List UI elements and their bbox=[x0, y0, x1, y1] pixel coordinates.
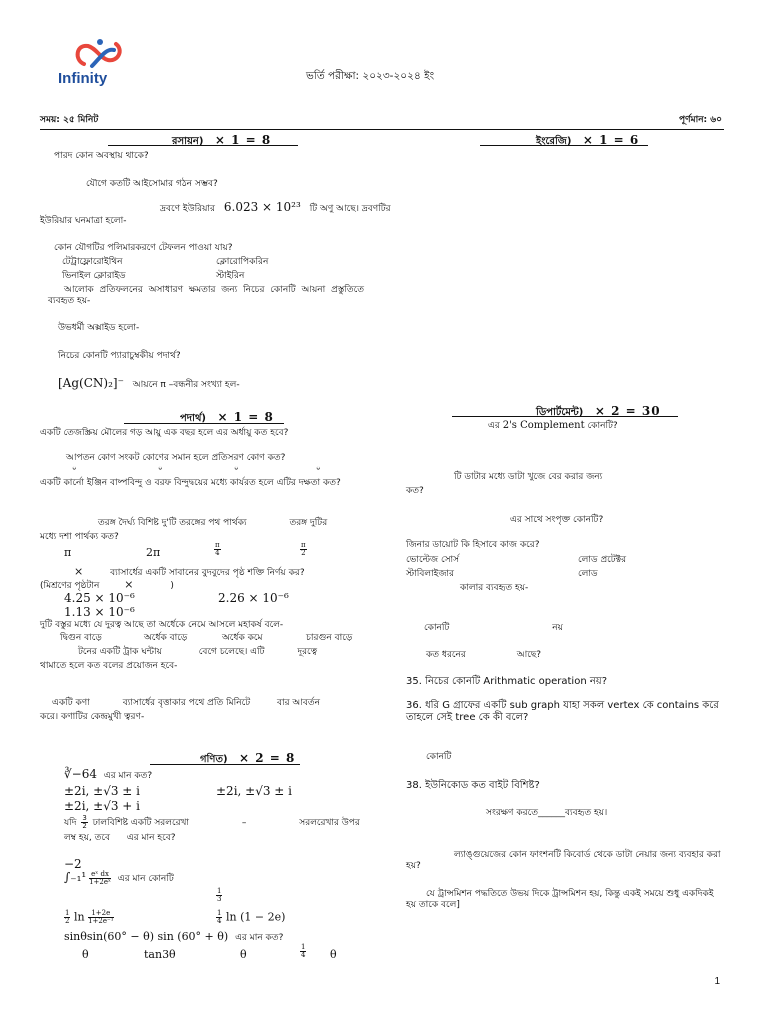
math-q2-frac-num: 3 bbox=[82, 814, 87, 822]
brand-name: Infinity bbox=[58, 70, 108, 87]
phy-q2: আপতন কোণ সংকট কোণের সমান হলে প্রতিসরণ কোণ কত? bbox=[66, 453, 286, 463]
dept-q6 bbox=[424, 623, 563, 634]
math-q3-opt-top-num: 1 bbox=[217, 887, 222, 895]
phy-q1: একটি তেজস্ক্রিয় মৌলের গড় আয়ু এক বছর হলে এর অর্ধায়ু কত হবে? bbox=[40, 428, 289, 438]
phy-q5-line2b: × bbox=[124, 578, 134, 591]
phy-q5 bbox=[74, 565, 305, 579]
dept-q7-a: কত ধরনের bbox=[426, 650, 466, 660]
chem-q3-number: 6.023 × 10²³ bbox=[223, 200, 301, 214]
department-heading-label: ডিপার্টমেন্ট) bbox=[536, 407, 584, 418]
math-q3-num: eˣ dx bbox=[89, 871, 111, 879]
phy-q4-opt-c-den: 4 bbox=[215, 549, 220, 557]
phy-q2-degree-c: ০ bbox=[234, 464, 239, 472]
math-q4-text: এর মান কত? bbox=[235, 933, 284, 943]
dept-q1-a: এর bbox=[488, 421, 500, 431]
physics-heading-label: পদার্থ) bbox=[180, 413, 206, 424]
dept-q5: কালার ব্যবহৃত হয়- bbox=[460, 583, 529, 593]
phy-q7-c: দূরত্বে bbox=[297, 647, 318, 657]
physics-heading bbox=[180, 410, 274, 425]
chem-q4-opt-d: স্টাইরিন bbox=[216, 271, 245, 281]
math-q4-opt-d bbox=[300, 944, 306, 959]
chem-q5: আলোক প্রতিফলনের অসাধারণ ক্ষমতার জন্য নিচের কোনটি আয়না প্রস্তুতিতে ব্যবহৃত হয়- bbox=[48, 285, 364, 306]
dept-q4: জিনার ডায়োট কি হিসাবে কাজ করে? bbox=[406, 540, 540, 550]
math-q4 bbox=[64, 930, 283, 944]
dept-q2-line2: কত? bbox=[406, 486, 424, 496]
phy-q8-c: বার আবর্তন bbox=[276, 698, 321, 708]
dept-q41: যে ট্রান্সমিশন পদ্ধতিতে উভয় দিকে ট্রান্সমিশন হয়, কিন্তু একই সময়ে শুধু একদিকই হয় তাকে বলে] bbox=[406, 889, 714, 910]
infinity-logo-icon bbox=[70, 38, 130, 72]
dept-q1 bbox=[488, 420, 618, 432]
phy-q2-degree-d: ০ bbox=[316, 464, 321, 472]
dept-q40: ল্যাঙ্গুয়েজের কোন ফাংশনটি কিবোর্ড থেকে ডাটা নেয়ার জন্য ব্যবহার করা হয়? bbox=[406, 850, 721, 871]
chem-q2: যৌগে কতটি আইসোমার গঠন সম্ভব? bbox=[86, 179, 218, 189]
phy-q4-opt-d bbox=[300, 542, 307, 557]
math-q3-opt-b-coef-num: 1 bbox=[217, 909, 222, 917]
math-q4-opt-b: tan3θ bbox=[144, 948, 176, 961]
math-q3-den: 1+2eˣ bbox=[89, 878, 111, 886]
phy-q4-opt-b: 2π bbox=[146, 546, 161, 559]
dept-q6-a: কোনটি bbox=[424, 623, 450, 633]
chem-q4-opt-c: ভিনাইল ক্লোরাইড bbox=[62, 271, 126, 281]
math-q2-a: যদি bbox=[64, 818, 77, 828]
math-q3-opt-top bbox=[216, 888, 222, 903]
phy-q4-opt-d-den: 2 bbox=[301, 549, 306, 557]
phy-q4-a: তরঙ্গ দৈর্ঘ্য বিশিষ্ট দু'টি তরঙ্গের পথ পার্থক্য bbox=[98, 518, 247, 528]
math-q4-opt-d-den: 4 bbox=[301, 951, 306, 959]
page-number: 1 bbox=[714, 976, 720, 987]
math-q4-opt-d-num: 1 bbox=[301, 943, 306, 951]
phy-q5-line2a: (মিশ্রণের পৃষ্ঠটান bbox=[40, 581, 100, 591]
phy-q4-opt-a: π bbox=[64, 546, 72, 559]
logo bbox=[58, 38, 134, 94]
dept-q2: টি ডাটার মধ্যে ডাটা খুজে বের করার জন্য bbox=[454, 472, 603, 482]
phy-q5-line2 bbox=[40, 578, 174, 592]
math-q1-opt-a: ±2i, ±√3 ± i bbox=[64, 784, 141, 798]
math-q2-line2b: এর মান হবে? bbox=[126, 833, 176, 843]
exam-title: ভর্তি পরীক্ষা: ২০২৩-২০২৪ ইং bbox=[306, 70, 435, 82]
math-q1-opt-b: ±2i, ±√3 ± i bbox=[216, 784, 293, 798]
phy-q8-a: একটি কণা bbox=[52, 698, 90, 708]
dept-q4-opt-b: লোড প্রটেক্টর bbox=[578, 555, 627, 565]
math-q2 bbox=[64, 815, 360, 830]
dept-q4-opt-d: লোড bbox=[578, 569, 598, 579]
math-q4-opt-a: θ bbox=[82, 948, 89, 961]
english-marks: × 1 = 6 bbox=[582, 133, 640, 147]
math-q3-integral: ∫₋₁¹ bbox=[64, 870, 87, 884]
math-q3-opt-a-den: 1+2e⁻¹ bbox=[88, 917, 114, 925]
phy-q8-b: ব্যাসার্ধের বৃত্তাকার পথে প্রতি মিনিটে bbox=[122, 698, 251, 708]
dept-q36: 36. ধরি G গ্রাফের একটি sub graph যাহা সকল vertex কে contains করে তাহলে সেই tree কে কী বলে? bbox=[406, 700, 719, 723]
math-q3-opt-b-text: ln (1 − 2e) bbox=[225, 910, 286, 924]
physics-marks: × 1 = 8 bbox=[217, 410, 274, 424]
chem-q1: পারদ কোন অবস্থায় থাকে? bbox=[54, 151, 149, 161]
phy-q4-opt-d-num: π bbox=[301, 541, 306, 549]
math-q1-opt-c: ±2i, ±√3 + i bbox=[64, 799, 141, 813]
chemistry-heading-label: রসায়ন) bbox=[172, 136, 204, 147]
dept-q7-b: আছে? bbox=[516, 650, 542, 660]
chemistry-marks: × 1 = 8 bbox=[214, 133, 272, 147]
phy-q4-line2: মধ্যে দশা পার্থক্য কত? bbox=[40, 532, 119, 542]
dept-q1-c: কোনটি? bbox=[587, 421, 618, 431]
dept-q6-b: নয় bbox=[552, 623, 563, 633]
phy-q8-line2: করে। কণাটির কেন্দ্রমুখী ত্বরণ- bbox=[40, 712, 145, 722]
phy-q6-opt-d: চারগুন বাড়ে bbox=[306, 633, 353, 643]
phy-q5-opt-a: 4.25 × 10⁻⁶ bbox=[64, 591, 135, 605]
header-divider bbox=[40, 129, 724, 130]
math-q2-opt: −2 bbox=[64, 857, 82, 871]
chem-q4-opt-a: টেট্রাফ্লোরোইথিন bbox=[62, 257, 123, 267]
phy-q6-opt-b: অর্ধেক বাড়ে bbox=[144, 633, 188, 643]
chem-q8 bbox=[58, 376, 240, 391]
math-q3-opt-top-den: 3 bbox=[217, 895, 222, 903]
math-q1 bbox=[64, 767, 152, 782]
phy-q4-opt-c bbox=[214, 542, 221, 557]
chem-q7: নিচের কোনটি প্যারাচুম্বকীয় পদার্থ? bbox=[58, 351, 181, 361]
dept-q3: এর সাথে সংপৃক্ত কোনটি? bbox=[510, 515, 604, 525]
math-q3-opt-a bbox=[64, 910, 114, 925]
dept-q37: কোনটি bbox=[426, 752, 452, 762]
phy-q7 bbox=[78, 647, 317, 658]
phy-q2-degree-a: ০ bbox=[72, 464, 77, 472]
math-marks: × 2 = 8 bbox=[239, 751, 296, 765]
math-heading-label: গণিত) bbox=[200, 754, 228, 765]
math-q4-opt-e: θ bbox=[330, 948, 337, 961]
math-q3 bbox=[64, 870, 174, 886]
math-heading bbox=[200, 751, 295, 766]
chem-q8-formula: [Ag(CN)₂]⁻ bbox=[58, 376, 124, 390]
chem-q4: কোন যৌগটির পলিমারকরণে টেফলন পাওয়া যায়? bbox=[54, 243, 233, 253]
phy-q6-opt-a: দ্বিগুন বাড়ে bbox=[60, 633, 102, 643]
chem-q3-post: টি অণু আছে। দ্রবণটির bbox=[309, 204, 391, 214]
dept-q7 bbox=[426, 650, 541, 661]
math-q4-opt-c: θ bbox=[240, 948, 247, 961]
math-q4-expr: sinθsin(60° − θ) sin (60° + θ) bbox=[64, 930, 229, 943]
phy-q4-opt-c-num: π bbox=[215, 541, 220, 549]
phy-q7-b: বেগে চলেছে। এটি bbox=[198, 647, 265, 657]
exam-time: সময়: ২৫ মিনিট bbox=[40, 115, 99, 125]
phy-q7-line2: থামাতে হলে কত বলের প্রয়োজন হবে- bbox=[40, 661, 178, 671]
phy-q5-opt-b: 2.26 × 10⁻⁶ bbox=[218, 591, 289, 605]
phy-q5-text: ব্যাসার্ধের একটি সাবানের বুদবুদের পৃষ্ঠ শক্তি নির্ণয় কর? bbox=[110, 568, 305, 578]
dept-q39: সংরক্ষণ করতে______ব্যবহৃত হয়। bbox=[486, 808, 608, 818]
math-q2-line2a: লম্ব হয়, তবে bbox=[64, 833, 110, 843]
math-q2-frac-den: 2 bbox=[82, 822, 87, 830]
phy-q5-opt-c: 1.13 × 10⁻⁶ bbox=[64, 605, 135, 619]
phy-q4-b: তরঙ্গ দুটির bbox=[289, 518, 328, 528]
phy-q7-a: টনের একটি ট্রাক ঘন্টায় bbox=[78, 647, 162, 657]
math-q3-opt-a-num: 1+2e bbox=[88, 910, 113, 918]
english-heading bbox=[536, 133, 639, 148]
math-q1-expr: ∛−64 bbox=[64, 767, 97, 781]
chem-q4-opt-b: ক্লোরোপিকরিন bbox=[216, 257, 269, 267]
math-q1-text: এর মান কত? bbox=[103, 771, 153, 781]
dept-q35: 35. নিচের কোনটি Arithmatic operation নয়? bbox=[406, 676, 608, 687]
math-q2-b: ঢালবিশিষ্ট একটি সরলরেখা bbox=[92, 818, 190, 828]
phy-q6: দুটি বস্তুর মধ্যে যে দুরত্ব আছে তা অর্ধেকে নেমে আসলে মহাকর্ষ বলে- bbox=[40, 620, 284, 630]
math-q3-opt-b-coef-den: 4 bbox=[217, 917, 222, 925]
phy-q3: একটি কার্নো ইঞ্জিন বাষ্পবিন্দু ও বরফ বিন্দুদ্বয়ের মধ্যে কার্যরত হলে এটির দক্ষতা কত? bbox=[40, 478, 341, 488]
dept-q38: 38. ইউনিকোড কত বাইট বিশিষ্ট? bbox=[406, 780, 540, 791]
math-q3-opt-a-coef-num: 1 bbox=[65, 909, 70, 917]
phy-q6-opt-c: অর্ধেক কমে bbox=[222, 633, 263, 643]
math-q3-opt-b bbox=[216, 910, 285, 925]
phy-q5-times: × bbox=[74, 565, 84, 578]
chem-q3-pre: দ্রবণে ইউরিয়ার bbox=[160, 204, 215, 214]
phy-q8 bbox=[52, 698, 320, 709]
phy-q4 bbox=[98, 518, 327, 529]
full-marks: পূর্ণমান: ৬০ bbox=[679, 115, 722, 125]
phy-q5-line2c: ) bbox=[170, 581, 174, 591]
math-q2-c: সরলরেখার উপর bbox=[299, 818, 360, 828]
math-q3-text: এর মান কোনটি bbox=[117, 874, 174, 884]
math-q2-line2 bbox=[64, 833, 176, 844]
dept-q4-opt-c: স্টাবিলাইজার bbox=[406, 569, 454, 579]
chemistry-heading bbox=[172, 133, 271, 148]
math-q3-opt-a-ln: ln bbox=[73, 910, 85, 924]
chem-q6: উভধর্মী অক্সাইড হলো- bbox=[58, 323, 140, 333]
english-heading-label: ইংরেজি) bbox=[536, 136, 572, 147]
phy-q2-degree-b: ০ bbox=[158, 464, 163, 472]
math-q3-opt-a-coef-den: 2 bbox=[65, 917, 70, 925]
department-heading bbox=[536, 404, 661, 419]
dept-q1-b: 2's Complement bbox=[502, 420, 585, 431]
chem-q8-text: আয়নে π –বন্ধনীর সংখ্যা হল- bbox=[132, 380, 240, 390]
chem-q3-line2: ইউরিয়ার ঘনমাত্রা হলো- bbox=[40, 216, 127, 226]
chem-q3 bbox=[160, 200, 391, 215]
department-marks: × 2 = 30 bbox=[594, 404, 661, 418]
dept-q4-opt-a: ভোল্টেজ সোর্স bbox=[406, 555, 460, 565]
math-q2-dash: – bbox=[241, 818, 247, 828]
